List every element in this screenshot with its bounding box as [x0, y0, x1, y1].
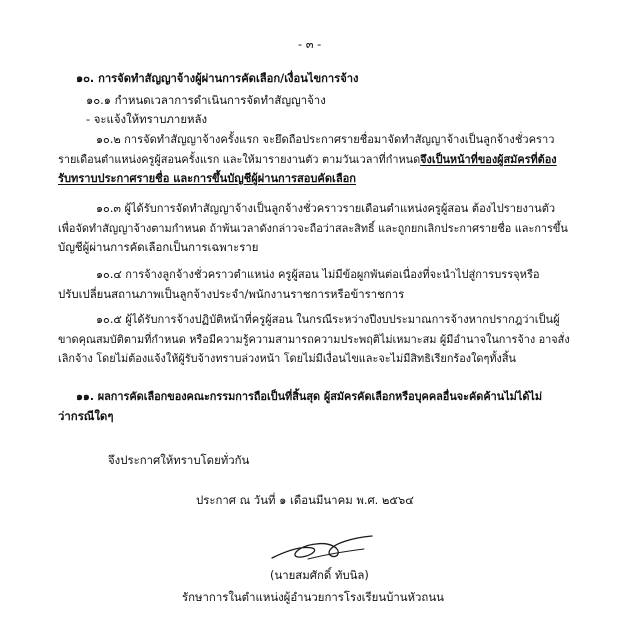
- section-10-2-line3: รับทราบประกาศรายชื่อ และการขึ้นบัญชีผู้ผ่านการสอบคัดเลือก: [58, 172, 357, 185]
- section-11-line1: ๑๑. ผลการคัดเลือกของคณะกรรมการถือเป็นที่สิ้นสุด ผู้สมัครคัดเลือกหรือบุคคลอื่นจะคัดค้านไม่ได้ไม่: [76, 390, 543, 403]
- signer-name: (นายสมศักดิ์ ทับนิล): [270, 568, 369, 582]
- section-10-1: ๑๐.๑ กำหนดเวลาการดำเนินการจัดทำสัญญาจ้าง: [86, 93, 326, 107]
- page-number: - ๓ -: [298, 37, 322, 51]
- announcement: จึงประกาศให้ทราบโดยทั่วกัน: [108, 453, 250, 467]
- section-10-heading: ๑๐. การจัดทำสัญญาจ้างผู้ผ่านการคัดเลือก/เงื่อนไขการจ้าง: [76, 72, 359, 85]
- section-10-1-note: - จะแจ้งให้ทราบภายหลัง: [86, 112, 208, 126]
- section-10-2-line1: ๑๐.๒ การจัดทำสัญญาจ้างครั้งแรก จะยึดถือประกาศรายชื่อมาจัดทำสัญญาจ้างเป็นลูกจ้างชั่วคราว: [96, 133, 555, 146]
- section-10-3-line2: เพื่อจัดทำสัญญาจ้างตามกำหนด ถ้าพ้นเวลาดังกล่าวจะถือว่าสละสิทธิ์ และถูกยกเลิกประกาศรายชื่อ และการขึ้น: [58, 222, 568, 235]
- signature: [268, 528, 378, 566]
- section-10-4-line2: ปรับเปลี่ยนสถานภาพเป็นลูกจ้างประจำ/พนักงานราชการหรือข้าราชการ: [58, 287, 405, 301]
- section-10-3-line1: ๑๐.๓ ผู้ได้รับการจัดทำสัญญาจ้างเป็นลูกจ้างชั่วคราวรายเดือนตำแหน่งครูผู้สอน ต้องไปรายงานตัว: [96, 202, 556, 215]
- signer-title: รักษาการในตำแหน่งผู้อำนวยการโรงเรียนบ้านหัวถนน: [182, 590, 444, 604]
- section-10-5-line2: ขาดคุณสมบัติตามที่กำหนด หรือมีความรู้ความสามารถความประพฤติไม่เหมาะสม ผู้มีอำนาจในการจ้าง อาจสั่ง: [58, 333, 570, 346]
- section-10-5-line1: ๑๐.๕ ผู้ได้รับการจ้างปฏิบัติหน้าที่ครูผู้สอน ในกรณีระหว่างปีงบประมาณการจ้างหากปรากฎว่าเป็นผู้: [96, 313, 560, 326]
- section-10-4-line1: ๑๐.๔ การจ้างลูกจ้างชั่วคราวตำแหน่ง ครูผู้สอน ไม่มีข้อผูกพันต่อเนื่องที่จะนำไปสู่การบรรจุหรือ: [96, 268, 540, 281]
- announcement-date: ประกาศ ณ วันที่ ๑ เดือนมีนาคม พ.ศ. ๒๕๖๔: [196, 493, 414, 507]
- section-10-3-line3: บัญชีผู้ผ่านการคัดเลือกเป็นการเฉพาะราย: [58, 240, 259, 254]
- section-10-2-line2-text: รายเดือนตำแหน่งครูผู้สอนครั้งแรก และให้มารายงานตัว ตามวันเวลาที่กำหนด: [58, 153, 421, 166]
- section-10-2-line2: [58, 151, 557, 168]
- section-11-line2: ว่ากรณีใดๆ: [58, 409, 114, 423]
- section-10-2-duty-emphasis: จึงเป็นหน้าที่ของผู้สมัครที่ต้อง: [420, 153, 557, 166]
- section-10-5-line3: เลิกจ้าง โดยไม่ต้องแจ้งให้ผู้รับจ้างทราบล่วงหน้า โดยไม่มีเงื่อนไขและจะไม่มีสิทธิเรียกร้องใดๆทั้งสิ้น: [58, 352, 516, 365]
